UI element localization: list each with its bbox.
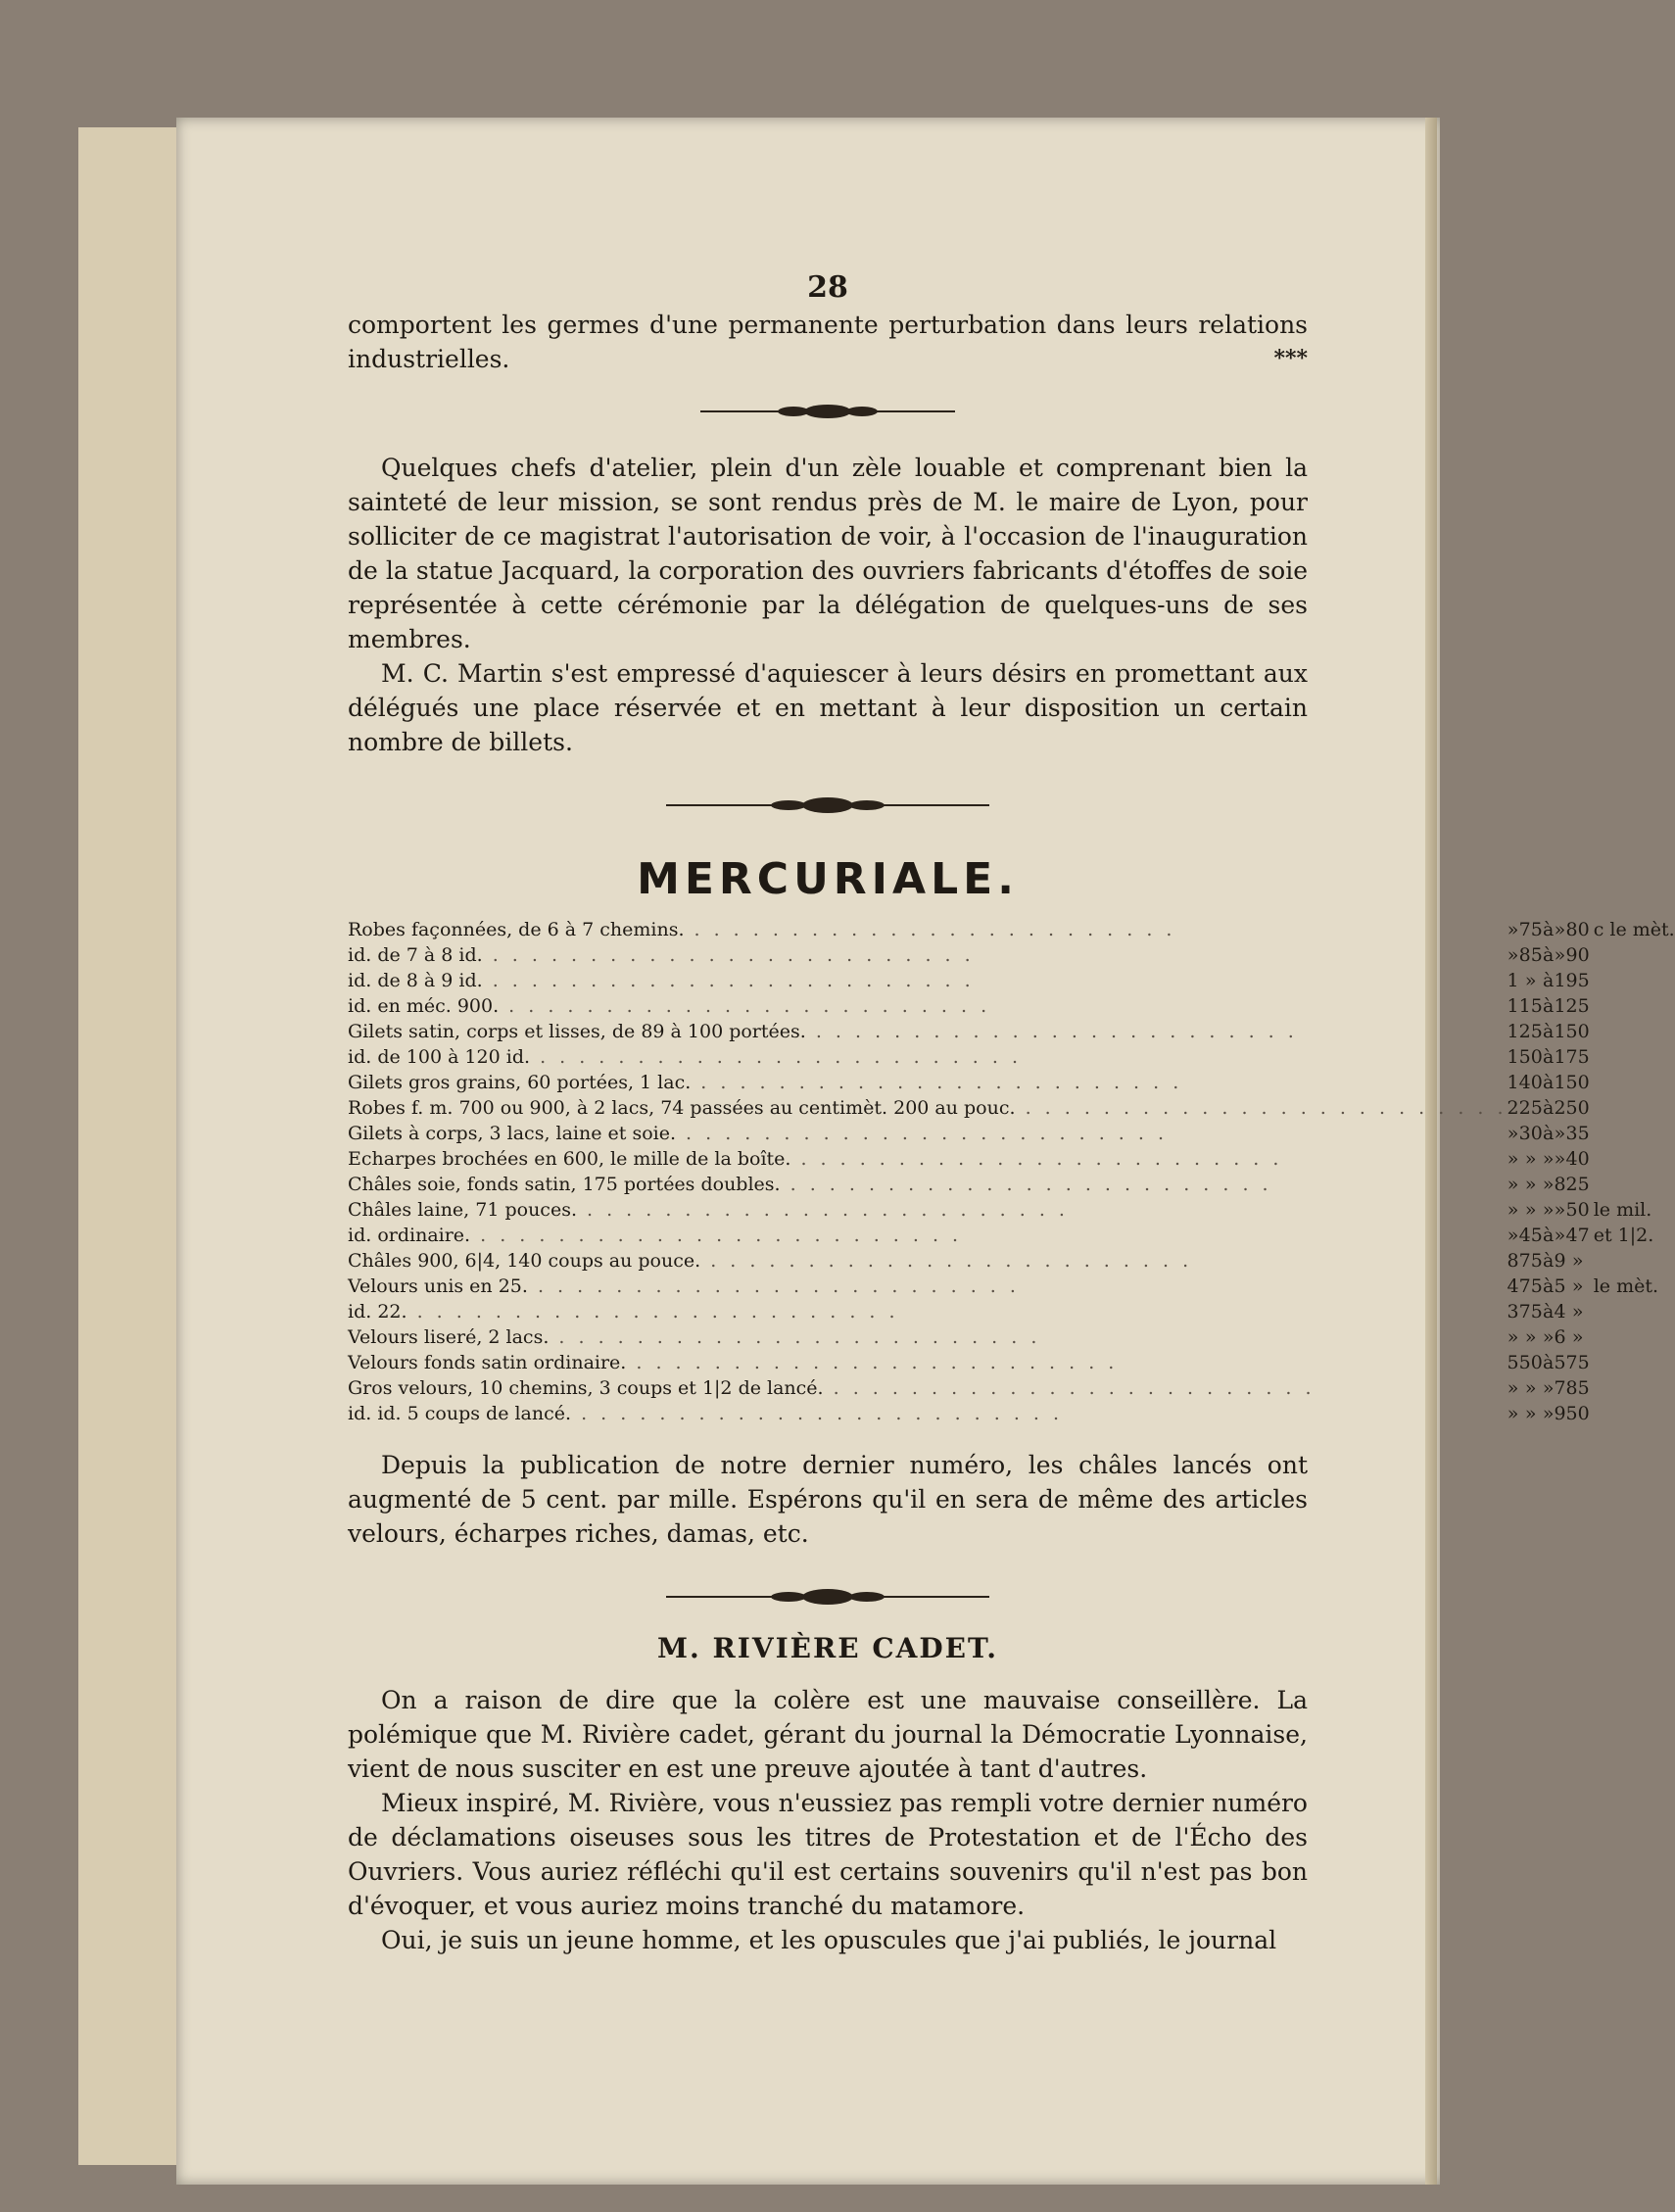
price-description bbox=[348, 970, 1508, 995]
price-value-c: à bbox=[1542, 1097, 1555, 1119]
price-value-c: » bbox=[1542, 1377, 1555, 1399]
price-description bbox=[348, 1199, 1508, 1225]
intro-paragraph: comportent les germes d'une permanente perturbation dans leurs relations industrielles. *** bbox=[348, 308, 1308, 376]
price-value-b: 75 bbox=[1518, 919, 1543, 940]
price-value-b: » bbox=[1524, 970, 1537, 991]
price-row bbox=[348, 919, 1675, 944]
price-value-b: » bbox=[1524, 1403, 1537, 1424]
price-value-c: à bbox=[1542, 970, 1555, 991]
price-description-text: Echarpes brochées en 600, le mille de la boîte. bbox=[348, 1148, 791, 1170]
price-value-c: » bbox=[1542, 1199, 1555, 1221]
price-value-d: 6 bbox=[1554, 1326, 1566, 1348]
price-value-b: 30 bbox=[1518, 1123, 1543, 1144]
price-value-e: 50 bbox=[1565, 1403, 1590, 1424]
price-value-a: 1 bbox=[1507, 995, 1519, 1017]
price-value-a: » bbox=[1507, 919, 1519, 940]
price-value-e: » bbox=[1571, 1301, 1584, 1322]
price-value-e: 25 bbox=[1565, 995, 1590, 1017]
price-unit bbox=[1590, 1174, 1675, 1199]
price-value-d: 7 bbox=[1554, 1377, 1566, 1399]
price-value-c: à bbox=[1542, 1352, 1555, 1373]
price-description-text: Châles 900, 6|4, 140 coups au pouce. bbox=[348, 1250, 701, 1272]
leader-dots: . . . . . . . . . . . . . . . . . . . . . . . . . bbox=[626, 1352, 1119, 1373]
price-table-body bbox=[348, 919, 1675, 1428]
underlying-page-edge bbox=[78, 127, 187, 2165]
price-value-e: 50 bbox=[1565, 1021, 1590, 1042]
price-row bbox=[348, 944, 1675, 970]
price-value-e: 50 bbox=[1565, 1199, 1590, 1221]
price-value-d: » bbox=[1554, 919, 1566, 940]
price-value-e: 35 bbox=[1565, 1123, 1590, 1144]
price-row bbox=[348, 1097, 1675, 1123]
price-value-a: 1 bbox=[1507, 1046, 1519, 1068]
price-unit bbox=[1590, 1046, 1675, 1072]
price-description-text: Robes f. m. 700 ou 900, à 2 lacs, 74 passées au centimèt. 200 au pouc. bbox=[348, 1097, 1016, 1119]
price-description bbox=[348, 1301, 1508, 1326]
price-value-e: 95 bbox=[1565, 970, 1590, 991]
price-unit bbox=[1590, 944, 1675, 970]
price-value-a: 1 bbox=[1507, 1021, 1519, 1042]
price-unit: le mil. bbox=[1593, 1199, 1652, 1221]
price-description bbox=[348, 995, 1508, 1021]
price-description bbox=[348, 1326, 1508, 1352]
price-row bbox=[348, 1123, 1675, 1148]
leader-dots: . . . . . . . . . . . . . . . . . . . . . . . . . bbox=[482, 970, 975, 991]
chefs-section bbox=[348, 451, 1308, 759]
price-value-b: 85 bbox=[1518, 944, 1543, 966]
price-value-d: 9 bbox=[1554, 1250, 1566, 1272]
price-value-b: » bbox=[1524, 1174, 1537, 1195]
ornament-divider-3 bbox=[348, 1585, 1308, 1609]
price-description-text: Velours fonds satin ordinaire. bbox=[348, 1352, 627, 1373]
price-description-text: Robes façonnées, de 6 à 7 chemins. bbox=[348, 919, 685, 940]
price-value-a: » bbox=[1507, 1377, 1519, 1399]
leader-dots: . . . . . . . . . . . . . . . . . . . . . . . . . bbox=[499, 995, 991, 1017]
price-description-text: id. 22. bbox=[348, 1301, 407, 1322]
price-row bbox=[348, 1301, 1675, 1326]
price-row bbox=[348, 1250, 1675, 1275]
price-row bbox=[348, 1403, 1675, 1428]
depuis-section bbox=[348, 1448, 1308, 1551]
price-value-c: » bbox=[1542, 1403, 1555, 1424]
price-value-d: » bbox=[1554, 1225, 1566, 1246]
leader-dots: . . . . . . . . . . . . . . . . . . . . . . . . . bbox=[676, 1123, 1168, 1144]
price-unit: et 1|2. bbox=[1593, 1225, 1654, 1246]
price-value-c: à bbox=[1542, 919, 1555, 940]
leader-dots: . . . . . . . . . . . . . . . . . . . . . . . . . bbox=[1015, 1097, 1508, 1119]
price-description-text: Gros velours, 10 chemins, 3 coups et 1|2 de lancé. bbox=[348, 1377, 824, 1399]
price-value-b: 45 bbox=[1518, 1225, 1543, 1246]
price-value-d: » bbox=[1554, 1148, 1566, 1170]
price-value-c: à bbox=[1542, 1225, 1555, 1246]
price-unit bbox=[1590, 1403, 1675, 1428]
price-value-a: » bbox=[1507, 1225, 1519, 1246]
price-value-a: 8 bbox=[1507, 1250, 1519, 1272]
leader-dots: . . . . . . . . . . . . . . . . . . . . . . . . . bbox=[700, 1250, 1193, 1272]
price-row bbox=[348, 995, 1675, 1021]
price-value-c: » bbox=[1542, 1148, 1555, 1170]
stars-mark: *** bbox=[1273, 346, 1308, 371]
price-value-c: à bbox=[1542, 1072, 1555, 1093]
price-table bbox=[348, 919, 1675, 1428]
price-value-a: » bbox=[1507, 1148, 1519, 1170]
price-unit bbox=[1590, 1072, 1675, 1097]
price-value-d: 5 bbox=[1554, 1352, 1566, 1373]
price-value-a: 1 bbox=[1507, 970, 1519, 991]
price-unit bbox=[1590, 1021, 1675, 1046]
page-number: 28 bbox=[807, 270, 848, 305]
price-value-c: » bbox=[1542, 1174, 1555, 1195]
depuis-paragraph: Depuis la publication de notre dernier numéro, les châles lancés ont augmenté de 5 cent. par mille. Espérons qu'il en sera de même des articles velours, écharpes riches, damas, etc. bbox=[348, 1451, 1308, 1548]
price-description-text: Gilets satin, corps et lisses, de 89 à 100 portées. bbox=[348, 1021, 806, 1042]
leader-dots: . . . . . . . . . . . . . . . . . . . . . . . . . bbox=[790, 1148, 1283, 1170]
price-row bbox=[348, 970, 1675, 995]
price-unit bbox=[1590, 1123, 1675, 1148]
leader-dots: . . . . . . . . . . . . . . . . . . . . . . . . . bbox=[530, 1046, 1023, 1068]
price-value-e: 85 bbox=[1565, 1377, 1590, 1399]
price-value-e: 25 bbox=[1565, 1174, 1590, 1195]
price-value-e: » bbox=[1571, 1275, 1584, 1297]
price-description bbox=[348, 1072, 1508, 1097]
price-description-text: id. de 100 à 120 id. bbox=[348, 1046, 531, 1068]
price-description-text: id. ordinaire. bbox=[348, 1225, 471, 1246]
price-value-b: » bbox=[1524, 1199, 1537, 1221]
price-value-e: 75 bbox=[1565, 1046, 1590, 1068]
leader-dots: . . . . . . . . . . . . . . . . . . . . . . . . . bbox=[691, 1072, 1183, 1093]
price-value-d: 1 bbox=[1554, 970, 1566, 991]
price-row bbox=[348, 1072, 1675, 1097]
price-value-b: 50 bbox=[1518, 1046, 1543, 1068]
price-value-a: » bbox=[1507, 1199, 1519, 1221]
price-unit bbox=[1590, 1097, 1675, 1123]
price-description bbox=[348, 1021, 1508, 1046]
leader-dots: . . . . . . . . . . . . . . . . . . . . . . . . . bbox=[805, 1021, 1298, 1042]
price-value-d: 1 bbox=[1554, 1021, 1566, 1042]
price-row bbox=[348, 1275, 1675, 1301]
price-value-e: 40 bbox=[1565, 1148, 1590, 1170]
leader-dots: . . . . . . . . . . . . . . . . . . . . . . . . . bbox=[571, 1403, 1064, 1424]
oui-paragraph: Oui, je suis un jeune homme, et les opuscules que j'ai publiés, le journal bbox=[381, 1926, 1277, 1954]
price-value-a: 4 bbox=[1507, 1275, 1519, 1297]
price-description bbox=[348, 1123, 1508, 1148]
price-value-c: à bbox=[1542, 1275, 1555, 1297]
price-value-b: 75 bbox=[1518, 1301, 1543, 1322]
price-value-c: à bbox=[1542, 1046, 1555, 1068]
price-value-c: à bbox=[1542, 1123, 1555, 1144]
price-row bbox=[348, 1225, 1675, 1250]
price-description bbox=[348, 1225, 1508, 1250]
riviere-section bbox=[348, 1683, 1308, 1957]
price-value-d: » bbox=[1554, 944, 1566, 966]
mieux-paragraph: Mieux inspiré, M. Rivière, vous n'eussiez pas rempli votre dernier numéro de déclamations oiseuses sous les titres de Protestation et de l'Écho des Ouvriers. Vous auriez réfléchi qu'il est certains souvenirs qu'il n'est pas bon d'évoquer, et vous auriez moins tranché du matamore. bbox=[348, 1789, 1308, 1920]
price-value-d: 9 bbox=[1554, 1403, 1566, 1424]
price-value-b: 25 bbox=[1518, 1021, 1543, 1042]
price-description bbox=[348, 1046, 1508, 1072]
ornament-divider-1 bbox=[348, 400, 1308, 423]
price-unit bbox=[1590, 1301, 1675, 1326]
price-value-c: à bbox=[1542, 1250, 1555, 1272]
price-value-a: 3 bbox=[1507, 1301, 1519, 1322]
price-value-b: » bbox=[1524, 1377, 1537, 1399]
price-description bbox=[348, 1148, 1508, 1174]
price-value-b: 15 bbox=[1518, 995, 1543, 1017]
price-description-text: Velours liseré, 2 lacs. bbox=[348, 1326, 550, 1348]
price-description bbox=[348, 1377, 1508, 1403]
price-description-text: id. de 7 à 8 id. bbox=[348, 944, 483, 966]
page-content bbox=[348, 0, 1675, 2212]
riviere-title: M. RIVIÈRE CADET. bbox=[657, 1632, 998, 1664]
price-value-b: 25 bbox=[1518, 1097, 1543, 1119]
price-value-a: » bbox=[1507, 1174, 1519, 1195]
price-value-a: » bbox=[1507, 1123, 1519, 1144]
price-description bbox=[348, 1250, 1508, 1275]
price-unit bbox=[1590, 970, 1675, 995]
price-description bbox=[348, 1352, 1508, 1377]
leader-dots: . . . . . . . . . . . . . . . . . . . . . . . . . bbox=[527, 1275, 1020, 1297]
price-value-b: » bbox=[1524, 1326, 1537, 1348]
price-value-c: à bbox=[1542, 1021, 1555, 1042]
price-unit: c le mèt. bbox=[1593, 919, 1675, 940]
price-value-b: » bbox=[1524, 1148, 1537, 1170]
price-row bbox=[348, 1174, 1675, 1199]
price-row bbox=[348, 1021, 1675, 1046]
price-row bbox=[348, 1148, 1675, 1174]
price-description bbox=[348, 1174, 1508, 1199]
price-description-text: id. de 8 à 9 id. bbox=[348, 970, 483, 991]
leader-dots: . . . . . . . . . . . . . . . . . . . . . . . . . bbox=[823, 1377, 1316, 1399]
price-value-c: à bbox=[1542, 944, 1555, 966]
price-value-d: 2 bbox=[1554, 1097, 1566, 1119]
price-value-d: 1 bbox=[1554, 1046, 1566, 1068]
price-value-a: 1 bbox=[1507, 1072, 1519, 1093]
price-value-d: » bbox=[1554, 1199, 1566, 1221]
price-unit bbox=[1590, 1250, 1675, 1275]
price-value-b: 50 bbox=[1518, 1352, 1543, 1373]
leader-dots: . . . . . . . . . . . . . . . . . . . . . . . . . bbox=[407, 1301, 899, 1322]
on-paragraph: On a raison de dire que la colère est une mauvaise conseillère. La polémique que M. Rivière cadet, gérant du journal la Démocratie Lyonnaise, vient de nous susciter en est une preuve ajoutée à tant d'autres. bbox=[348, 1686, 1308, 1783]
price-value-d: 1 bbox=[1554, 995, 1566, 1017]
price-value-b: 40 bbox=[1518, 1072, 1543, 1093]
price-value-e: 75 bbox=[1565, 1352, 1590, 1373]
price-value-a: » bbox=[1507, 1326, 1519, 1348]
ornament-divider-2 bbox=[348, 793, 1308, 817]
price-unit bbox=[1590, 1352, 1675, 1377]
price-value-c: » bbox=[1542, 1326, 1555, 1348]
price-description bbox=[348, 1275, 1508, 1301]
price-value-d: » bbox=[1554, 1123, 1566, 1144]
price-unit bbox=[1590, 1326, 1675, 1352]
price-value-e: 50 bbox=[1565, 1072, 1590, 1093]
price-value-e: » bbox=[1571, 1326, 1584, 1348]
mercuriale-title: MERCURIALE. bbox=[637, 854, 1019, 904]
price-value-e: 90 bbox=[1565, 944, 1590, 966]
price-value-d: 8 bbox=[1554, 1174, 1566, 1195]
price-row bbox=[348, 1046, 1675, 1072]
price-description-text: id. en méc. 900. bbox=[348, 995, 500, 1017]
price-row bbox=[348, 1326, 1675, 1352]
price-value-c: à bbox=[1542, 1301, 1555, 1322]
price-description-text: Châles soie, fonds satin, 175 portées doubles. bbox=[348, 1174, 781, 1195]
price-description-text: Gilets à corps, 3 lacs, laine et soie. bbox=[348, 1123, 676, 1144]
price-value-a: » bbox=[1507, 1403, 1519, 1424]
leader-dots: . . . . . . . . . . . . . . . . . . . . . . . . . bbox=[576, 1199, 1069, 1221]
leader-dots: . . . . . . . . . . . . . . . . . . . . . . . . . bbox=[780, 1174, 1272, 1195]
price-value-a: 2 bbox=[1507, 1097, 1519, 1119]
price-row bbox=[348, 1199, 1675, 1225]
price-value-e: 80 bbox=[1565, 919, 1590, 940]
price-description-text: Gilets gros grains, 60 portées, 1 lac. bbox=[348, 1072, 692, 1093]
price-description-text: id. id. 5 coups de lancé. bbox=[348, 1403, 572, 1424]
price-value-e: 47 bbox=[1565, 1225, 1590, 1246]
price-value-d: 1 bbox=[1554, 1072, 1566, 1093]
price-unit bbox=[1590, 1377, 1675, 1403]
price-description-text: Velours unis en 25. bbox=[348, 1275, 528, 1297]
price-value-d: 4 bbox=[1554, 1301, 1566, 1322]
leader-dots: . . . . . . . . . . . . . . . . . . . . . . . . . bbox=[549, 1326, 1041, 1348]
price-description bbox=[348, 1097, 1508, 1123]
price-value-b: 75 bbox=[1518, 1250, 1543, 1272]
price-description bbox=[348, 919, 1508, 944]
price-value-b: 75 bbox=[1518, 1275, 1543, 1297]
martin-paragraph: M. C. Martin s'est empressé d'aquiescer à leurs désirs en promettant aux délégués une place réservée et en mettant à leur disposition un certain nombre de billets. bbox=[348, 659, 1308, 756]
price-description-text: Châles laine, 71 pouces. bbox=[348, 1199, 577, 1221]
price-value-d: 5 bbox=[1554, 1275, 1566, 1297]
leader-dots: . . . . . . . . . . . . . . . . . . . . . . . . . bbox=[470, 1225, 963, 1246]
leader-dots: . . . . . . . . . . . . . . . . . . . . . . . . . bbox=[482, 944, 975, 966]
price-value-e: 50 bbox=[1565, 1097, 1590, 1119]
price-row bbox=[348, 1377, 1675, 1403]
price-description bbox=[348, 944, 1508, 970]
price-unit: le mèt. bbox=[1593, 1275, 1659, 1297]
intro-paragraph-block bbox=[348, 308, 1308, 376]
price-unit bbox=[1590, 995, 1675, 1021]
price-value-c: à bbox=[1542, 995, 1555, 1017]
price-unit bbox=[1590, 1148, 1675, 1174]
price-value-a: » bbox=[1507, 944, 1519, 966]
price-value-e: » bbox=[1571, 1250, 1584, 1272]
price-row bbox=[348, 1352, 1675, 1377]
price-description bbox=[348, 1403, 1508, 1428]
leader-dots: . . . . . . . . . . . . . . . . . . . . . . . . . bbox=[684, 919, 1176, 940]
chefs-paragraph: Quelques chefs d'atelier, plein d'un zèle louable et comprenant bien la sainteté de leur mission, se sont rendus près de M. le maire de Lyon, pour solliciter de ce magistrat l'autorisation de voir, à l'occasion de l'inauguration de la statue Jacquard, la corporation des ouvriers fabricants d'étoffes de soie représentée à cette cérémonie par la délégation de quelques-uns de ses membres. bbox=[348, 454, 1308, 653]
price-value-a: 5 bbox=[1507, 1352, 1519, 1373]
